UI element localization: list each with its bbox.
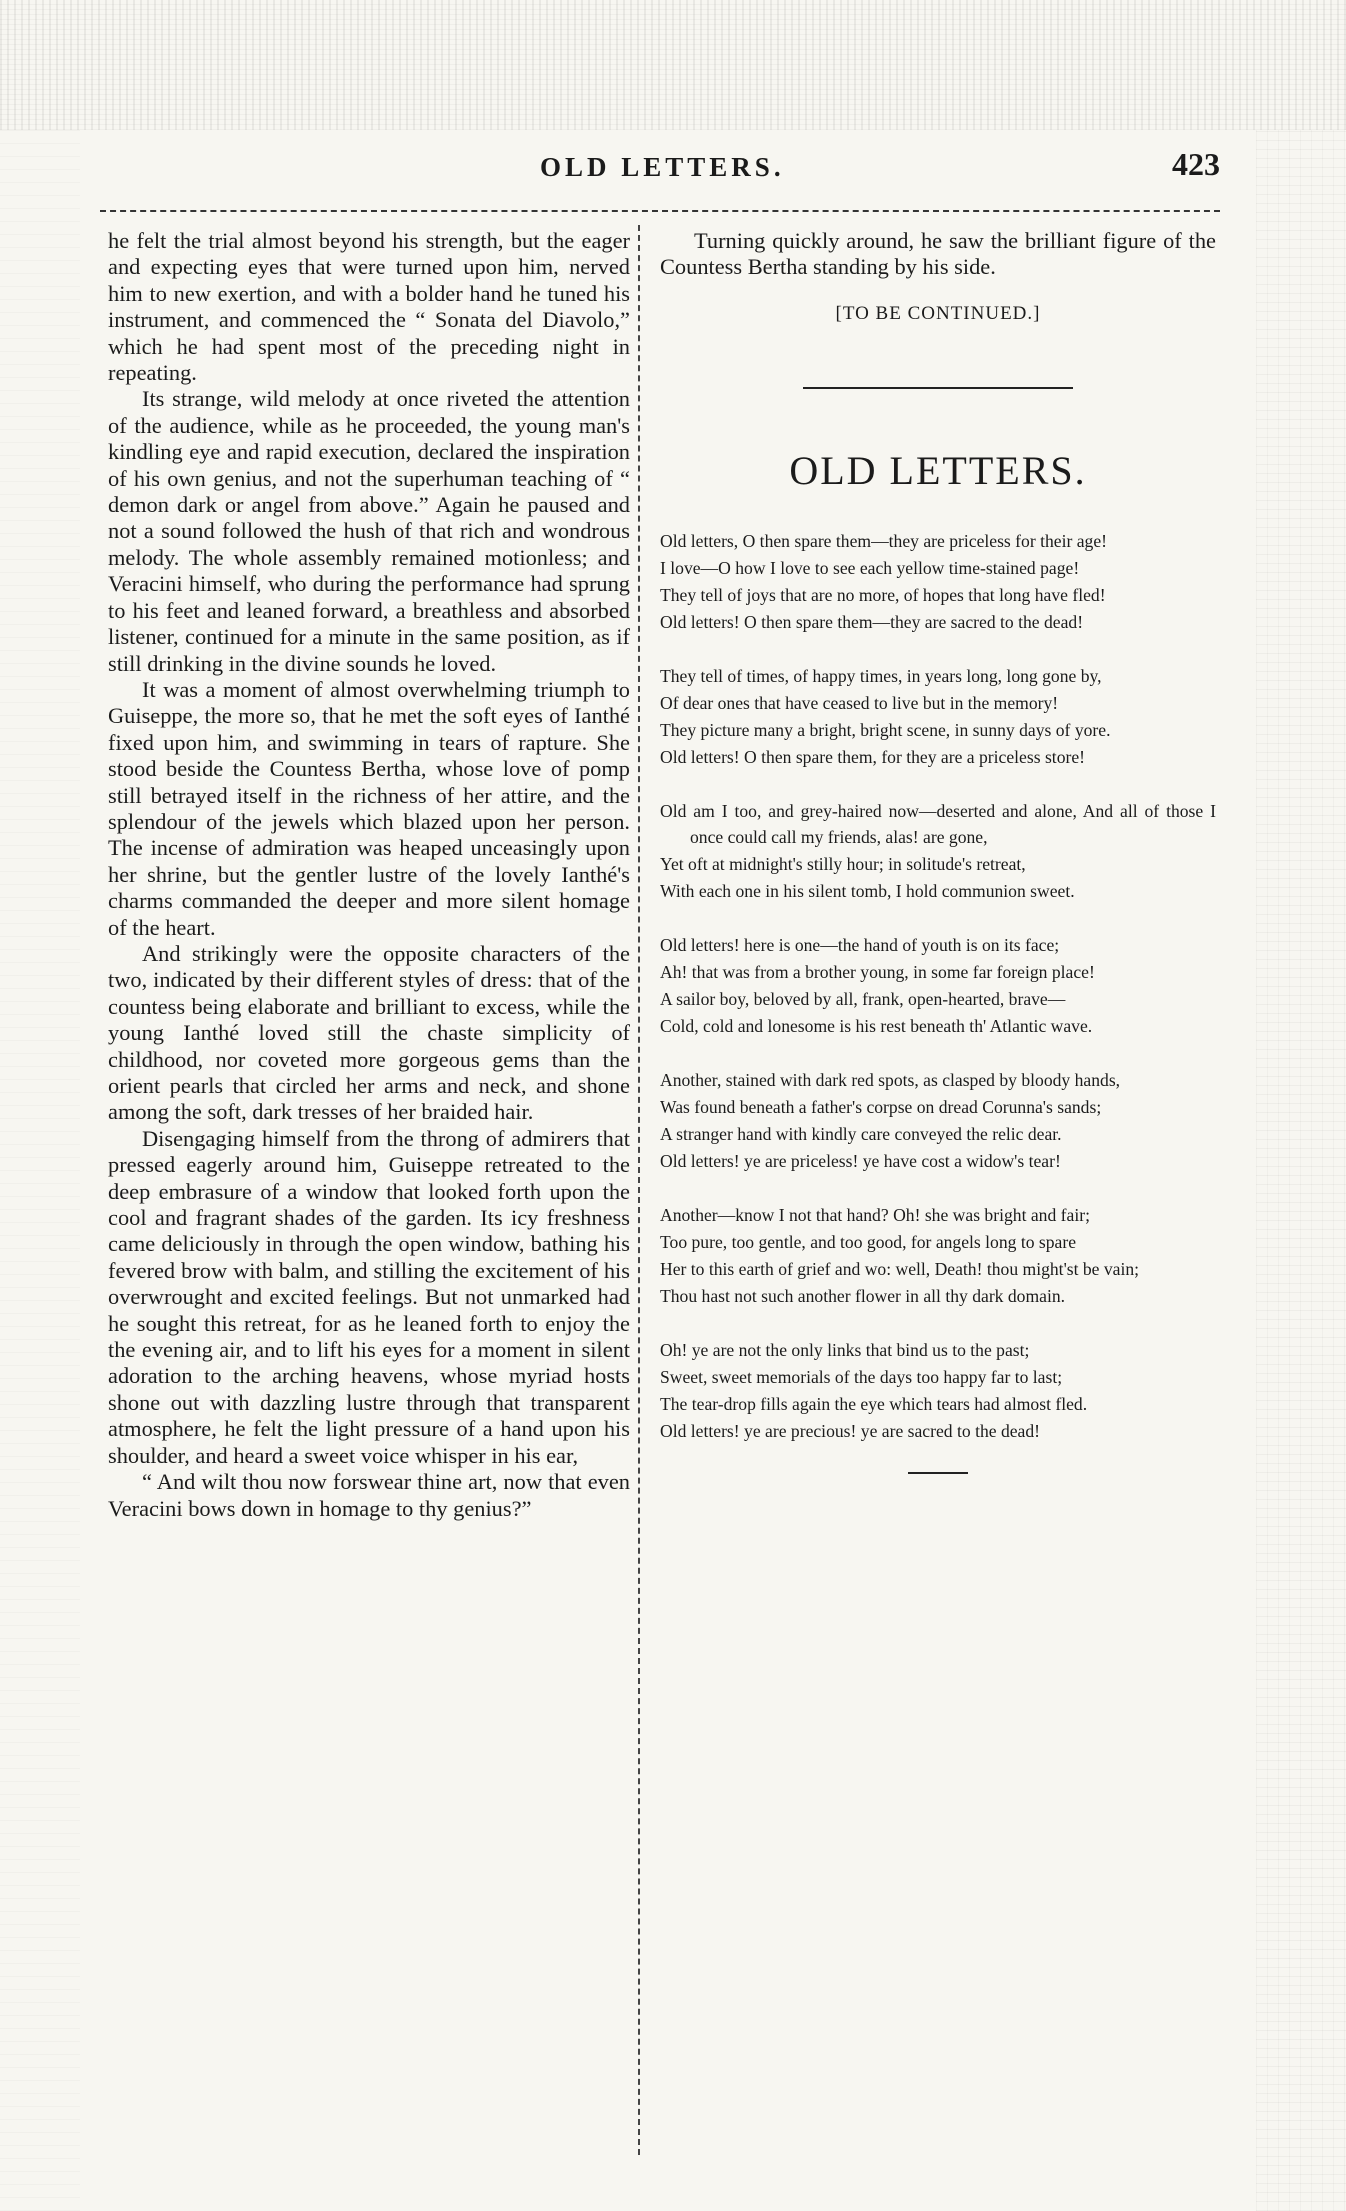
poem-line: Too pure, too gentle, and too good, for angels long to spare bbox=[660, 1231, 1077, 1252]
scan-noise-top bbox=[0, 0, 1346, 130]
poem-line: Another, stained with dark red spots, as clasped by bloody hands, bbox=[660, 1069, 1121, 1090]
poem-line: Old letters! ye are priceless! ye have cost a widow's tear! bbox=[660, 1150, 1061, 1171]
poem-line: Of dear ones that have ceased to live but in the memory! bbox=[660, 692, 1059, 713]
poem-line: Another—know I not that hand? Oh! she was bright and fair; bbox=[660, 1204, 1090, 1225]
poem-line: A sailor boy, beloved by all, frank, open-hearted, brave— bbox=[660, 988, 1066, 1009]
left-column bbox=[108, 228, 630, 1522]
poem-line: They tell of joys that are no more, of hopes that long have fled! bbox=[660, 584, 1106, 605]
poem-line: Cold, cold and lonesome is his rest beneath th' Atlantic wave. bbox=[660, 1015, 1093, 1036]
poem-line: Old letters, O then spare them—they are priceless for their age! bbox=[660, 530, 1107, 551]
poem-line: Ah! that was from a brother young, in some far foreign place! bbox=[660, 961, 1095, 982]
poem-line: Old letters! here is one—the hand of youth is on its face; bbox=[660, 934, 1060, 955]
running-title: OLD LETTERS. bbox=[540, 152, 785, 182]
story-continuation: Turning quickly around, he saw the brilliant figure of the Countess Bertha standing by his side. bbox=[660, 228, 1216, 280]
poem-line: Oh! ye are not the only links that bind us to the past; bbox=[660, 1339, 1030, 1360]
scan-noise-right bbox=[1256, 130, 1346, 2211]
poem-line: They picture many a bright, bright scene, in sunny days of yore. bbox=[660, 719, 1111, 740]
poem-stanza bbox=[660, 1202, 1216, 1309]
header-rule bbox=[100, 210, 1220, 212]
right-column bbox=[660, 228, 1216, 1474]
paragraph: Its strange, wild melody at once riveted the attention of the audience, while as he proceeded, the young man's kindling eye and rapid execution, declared the inspiration of his own genius, and not the superhuman teaching of “ demon dark or angel from above.” Again he paused and not a sound followed the hush of that rich and wondrous melody. The whole assembly remained motionless; and Veracini himself, who during the performance had sprung to his feet and leaned forward, a breathless and absorbed listener, continued for a minute in the same position, as if still drinking in the divine sounds he loved. bbox=[108, 386, 630, 676]
poem-line: Old letters! O then spare them, for they are a priceless store! bbox=[660, 746, 1086, 767]
poem-line: A stranger hand with kindly care conveyed the relic dear. bbox=[660, 1123, 1062, 1144]
poem-line: They tell of times, of happy times, in years long, long gone by, bbox=[660, 665, 1102, 686]
poem-stanza bbox=[660, 528, 1216, 635]
poem-line: Was found beneath a father's corpse on dread Corunna's sands; bbox=[660, 1096, 1102, 1117]
poem-line: With each one in his silent tomb, I hold communion sweet. bbox=[660, 880, 1075, 901]
poem-stanza bbox=[660, 1337, 1216, 1444]
poem-line: Old am I too, and grey-haired now—deserted and alone, And all of those I once could call my friends, alas! are gone, bbox=[660, 800, 1216, 847]
paragraph: “ And wilt thou now forswear thine art, now that even Veracini bows down in homage to thy genius?” bbox=[108, 1469, 630, 1521]
paragraph: It was a moment of almost overwhelming triumph to Guiseppe, the more so, that he met the soft eyes of Ianthé fixed upon him, and swimming in tears of rapture. She stood beside the Countess Bertha, whose love of pomp still betrayed itself in the richness of her attire, and the splendour of the jewels which blazed upon her person. The incense of admiration was heaped unceasingly upon her shrine, but the gentler lustre of the lovely Ianthé's charms commanded the deeper and more silent homage of the heart. bbox=[108, 676, 630, 940]
poem-line: Thou hast not such another flower in all thy dark domain. bbox=[660, 1285, 1066, 1306]
poem-stanza bbox=[660, 798, 1216, 904]
poem-stanza bbox=[660, 1067, 1216, 1174]
poem-line: Sweet, sweet memorials of the days too happy far to last; bbox=[660, 1366, 1063, 1387]
paragraph: And strikingly were the opposite characters of the two, indicated by their different styles of dress: that of the countess being elaborate and brilliant to excess, while the young Ianthé loved still the chaste simplicity of childhood, nor coveted more gorgeous gems than the orient pearls that circled her arms and neck, and shone among the soft, dark tresses of her braided hair. bbox=[108, 940, 630, 1125]
column-divider bbox=[638, 225, 640, 2155]
poem-stanza bbox=[660, 932, 1216, 1039]
poem-line: Yet oft at midnight's stilly hour; in solitude's retreat, bbox=[660, 853, 1026, 874]
poem-stanza bbox=[660, 663, 1216, 770]
page-header bbox=[100, 142, 1220, 192]
poem-line: The tear-drop fills again the eye which tears had almost fled. bbox=[660, 1393, 1088, 1414]
end-rule bbox=[908, 1472, 968, 1474]
paragraph: he felt the trial almost beyond his strength, but the eager and expecting eyes that were turned upon him, nerved him to new exertion, and with a bolder hand he tuned his instrument, and commenced the “ Sonata del Diavolo,” which he had spent most of the preceding night in repeating. bbox=[108, 228, 630, 386]
page-number: 423 bbox=[1172, 146, 1220, 182]
section-rule bbox=[803, 387, 1073, 389]
scan-noise-left bbox=[0, 130, 80, 2211]
paragraph: Disengaging himself from the throng of admirers that pressed eagerly around him, Guiseppe retreated to the deep embrasure of a window that looked forth upon the cool and fragrant shades of the garden. Its icy freshness came deliciously in through the open window, bathing his fevered brow with balm, and stilling the excitement of his overwrought and excited feelings. But not unmarked had he sought this retreat, for as he leaned forth to enjoy the the evening air, and to lift his eyes for a moment in silent adoration to the arching heavens, whose myriad hosts shone out with dazzling lustre through that transparent atmosphere, he felt the light pressure of a hand upon his shoulder, and heard a sweet voice whisper in his ear, bbox=[108, 1125, 630, 1468]
continued-note: [TO BE CONTINUED.] bbox=[835, 302, 1041, 324]
poem-line: Old letters! ye are precious! ye are sacred to the dead! bbox=[660, 1420, 1041, 1441]
poem-line: Old letters! O then spare them—they are sacred to the dead! bbox=[660, 611, 1084, 632]
poem-line: Her to this earth of grief and wo: well, Death! thou might'st be vain; bbox=[660, 1258, 1140, 1279]
poem-title: OLD LETTERS. bbox=[789, 447, 1087, 493]
poem-line: I love—O how I love to see each yellow time-stained page! bbox=[660, 557, 1080, 578]
